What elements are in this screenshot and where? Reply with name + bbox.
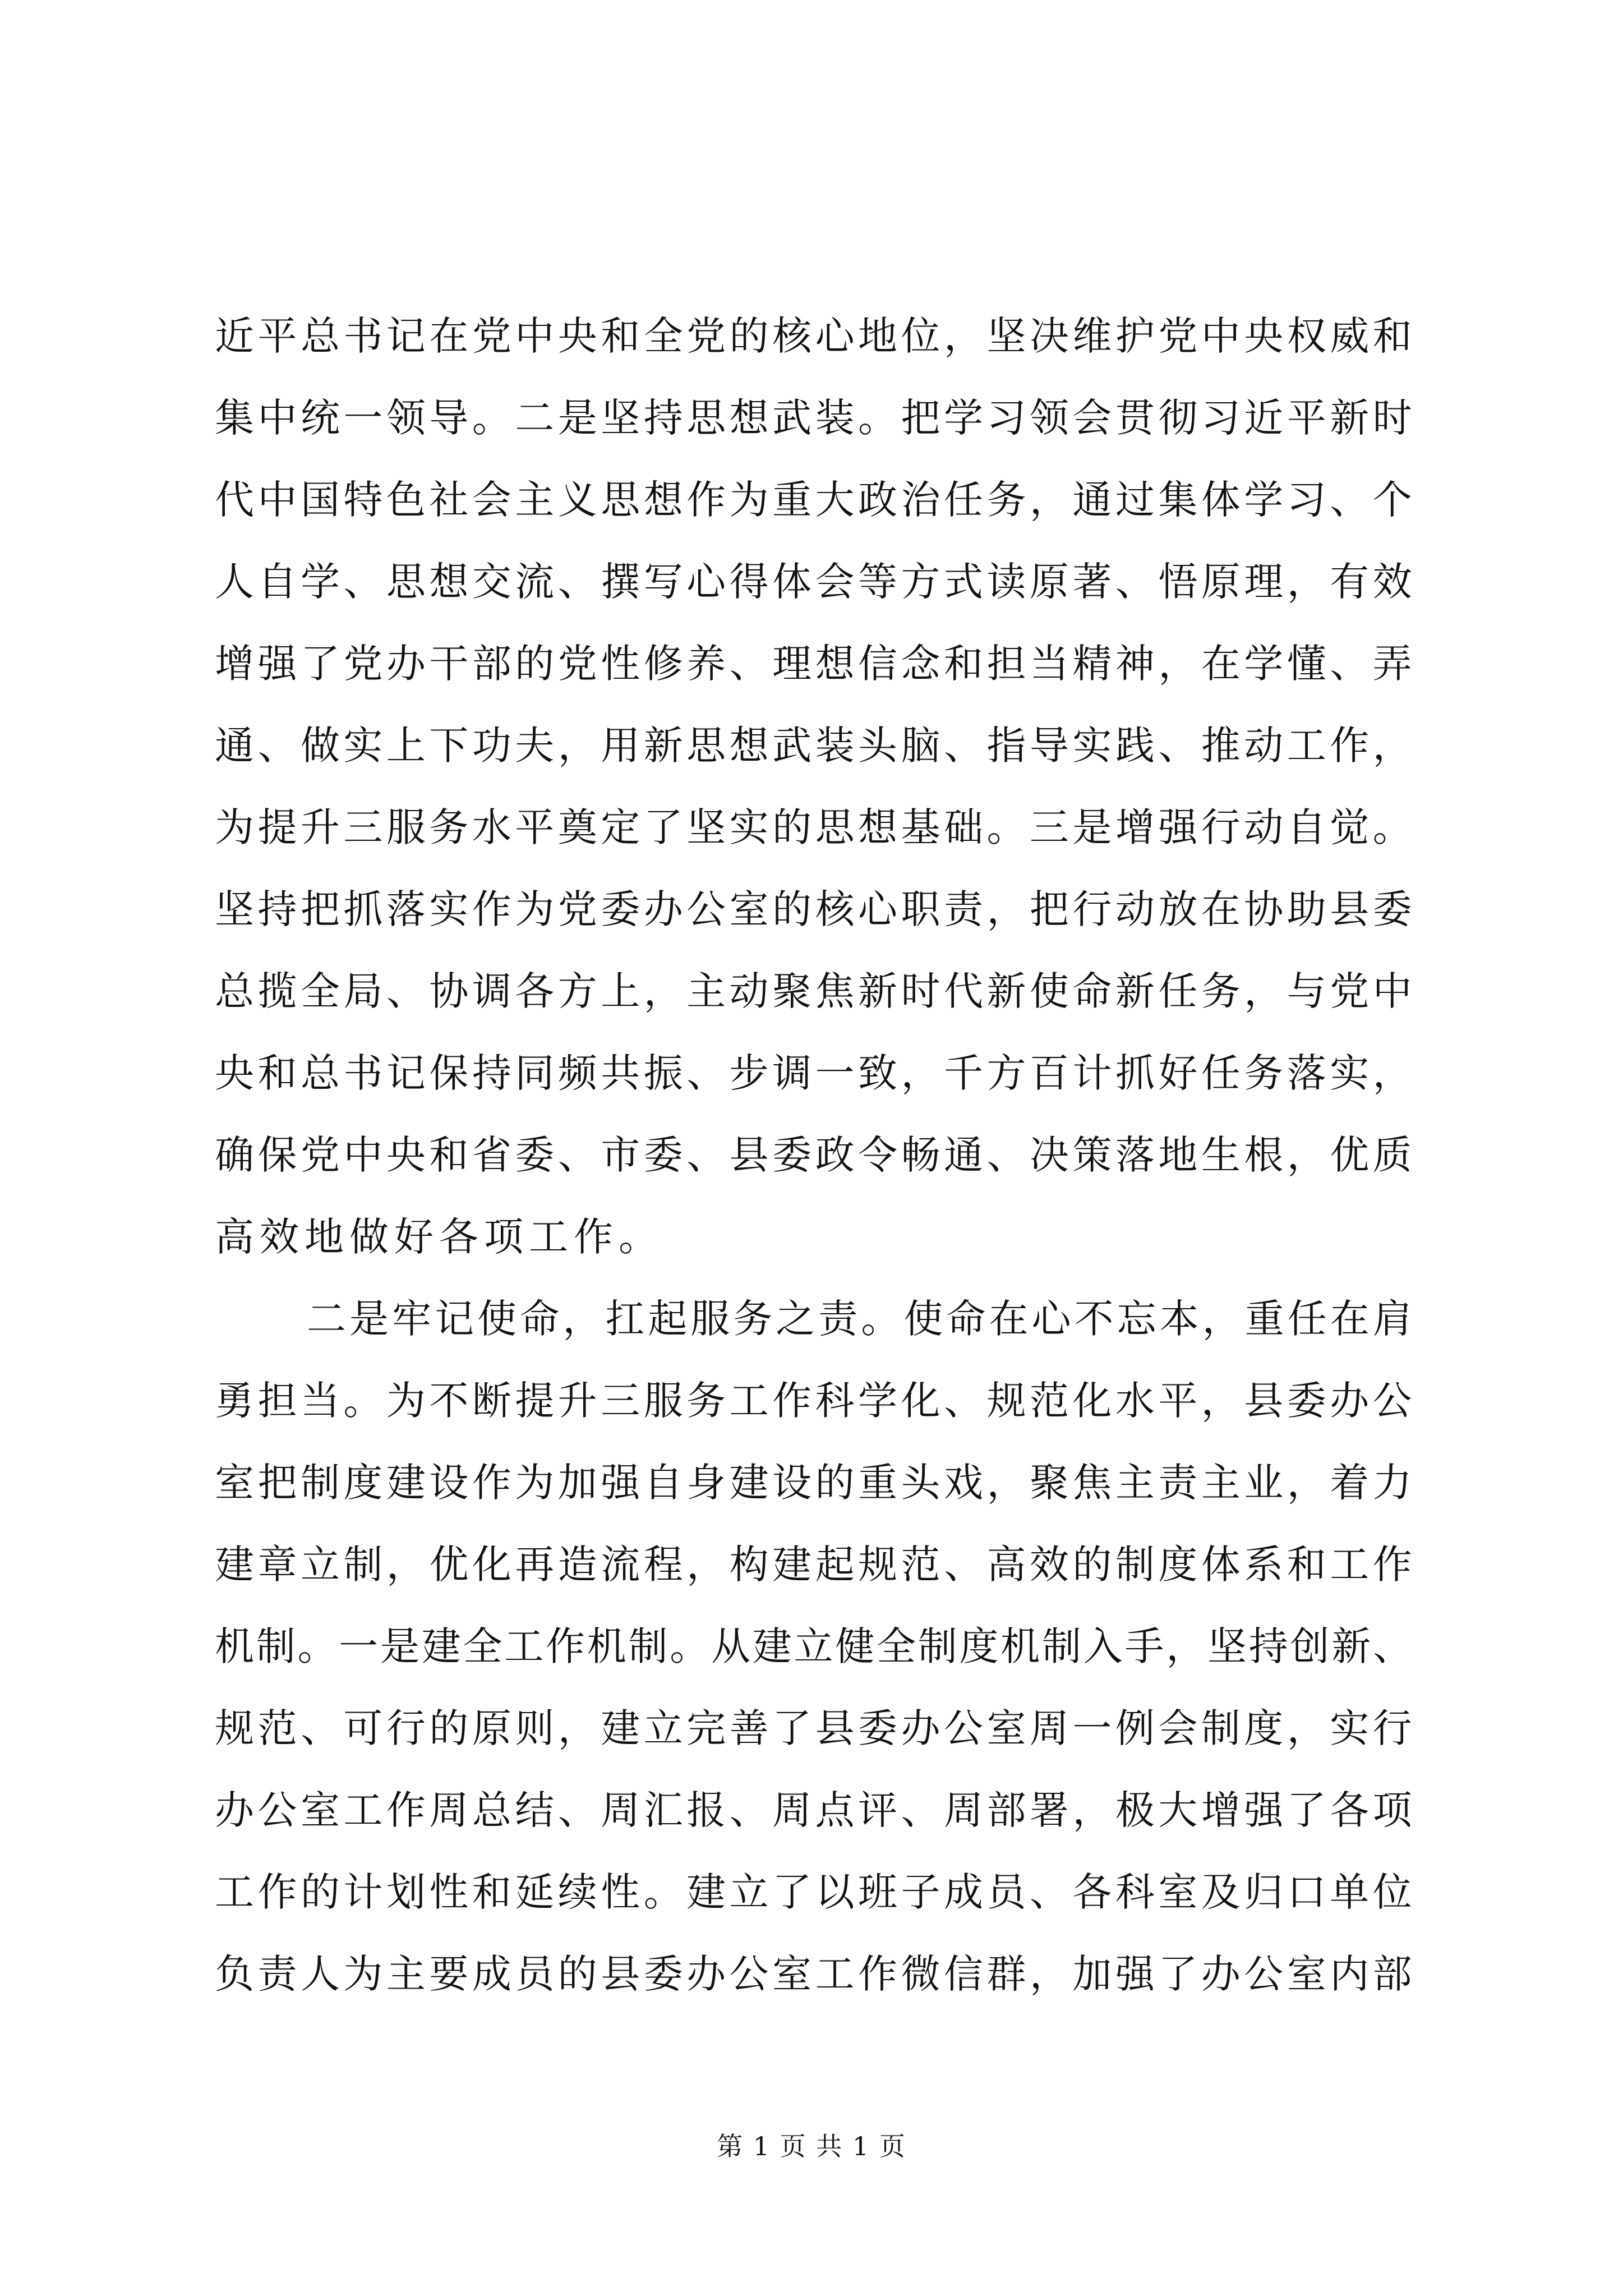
text-line: 确 保 党 中 央 和 省 委 、 市 委 、 县 委 政 令 畅 通 、 决 策 落 地 生 根 ， 优 质 <box>215 1131 1412 1178</box>
text-line: 机 制 。 一 是 建 全 工 作 机 制 。 从 建 立 健 全 制 度 机 制 入 手 ， 坚 持 创 新 、 <box>215 1623 1412 1669</box>
text-line: 工 作 的 计 划 性 和 延 续 性 。 建 立 了 以 班 子 成 员 、 各 科 室 及 归 口 单 位 <box>215 1869 1412 1915</box>
text-line: 高效地做好各项工作。 <box>215 1213 663 1260</box>
text-line: 近 平 总 书 记 在 党 中 央 和 全 党 的 核 心 地 位 ， 坚 决 维 护 党 中 央 权 威 和 <box>215 312 1412 359</box>
text-line: 勇 担 当 。 为 不 断 提 升 三 服 务 工 作 科 学 化 、 规 范 化 水 平 ， 县 委 办 公 <box>215 1377 1412 1424</box>
text-line: 坚 持 把 抓 落 实 作 为 党 委 办 公 室 的 核 心 职 责 ， 把 行 动 放 在 协 助 县 委 <box>215 886 1412 932</box>
text-line: 二 是 牢 记 使 命 ， 扛 起 服 务 之 责 。 使 命 在 心 不 忘 本 ， 重 任 在 肩 <box>307 1295 1412 1342</box>
text-line: 央 和 总 书 记 保 持 同 频 共 振 、 步 调 一 致 ， 千 方 百 计 抓 好 任 务 落 实 ， <box>215 1050 1412 1096</box>
text-line: 代 中 国 特 色 社 会 主 义 思 想 作 为 重 大 政 治 任 务 ， 通 过 集 体 学 习 、 个 <box>215 476 1412 523</box>
text-line: 规 范 、 可 行 的 原 则 ， 建 立 完 善 了 县 委 办 公 室 周 一 例 会 制 度 ， 实 行 <box>215 1705 1412 1751</box>
page-footer: 第 1 页 共 1 页 <box>717 2131 906 2161</box>
text-line: 为 提 升 三 服 务 水 平 奠 定 了 坚 实 的 思 想 基 础 。 三 是 增 强 行 动 自 觉 。 <box>215 804 1412 850</box>
text-line: 办 公 室 工 作 周 总 结 、 周 汇 报 、 周 点 评 、 周 部 署 ， 极 大 增 强 了 各 项 <box>215 1787 1412 1833</box>
text-line: 室 把 制 度 建 设 作 为 加 强 自 身 建 设 的 重 头 戏 ， 聚 焦 主 责 主 业 ， 着 力 <box>215 1459 1412 1506</box>
text-line: 人 自 学 、 思 想 交 流 、 撰 写 心 得 体 会 等 方 式 读 原 著 、 悟 原 理 ， 有 效 <box>215 558 1412 605</box>
text-line: 负 责 人 为 主 要 成 员 的 县 委 办 公 室 工 作 微 信 群 ， 加 强 了 办 公 室 内 部 <box>215 1950 1412 1997</box>
text-line: 增 强 了 党 办 干 部 的 党 性 修 养 、 理 想 信 念 和 担 当 精 神 ， 在 学 懂 、 弄 <box>215 640 1412 687</box>
text-line: 总 揽 全 局 、 协 调 各 方 上 ， 主 动 聚 焦 新 时 代 新 使 命 新 任 务 ， 与 党 中 <box>215 968 1412 1014</box>
body-text <box>215 292 1412 2012</box>
text-line: 建 章 立 制 ， 优 化 再 造 流 程 ， 构 建 起 规 范 、 高 效 的 制 度 体 系 和 工 作 <box>215 1541 1412 1588</box>
text-line: 集 中 统 一 领 导 。 二 是 坚 持 思 想 武 装 。 把 学 习 领 会 贯 彻 习 近 平 新 时 <box>215 394 1412 441</box>
text-line: 通 、 做 实 上 下 功 夫 ， 用 新 思 想 武 装 头 脑 、 指 导 实 践 、 推 动 工 作 ， <box>215 722 1412 769</box>
